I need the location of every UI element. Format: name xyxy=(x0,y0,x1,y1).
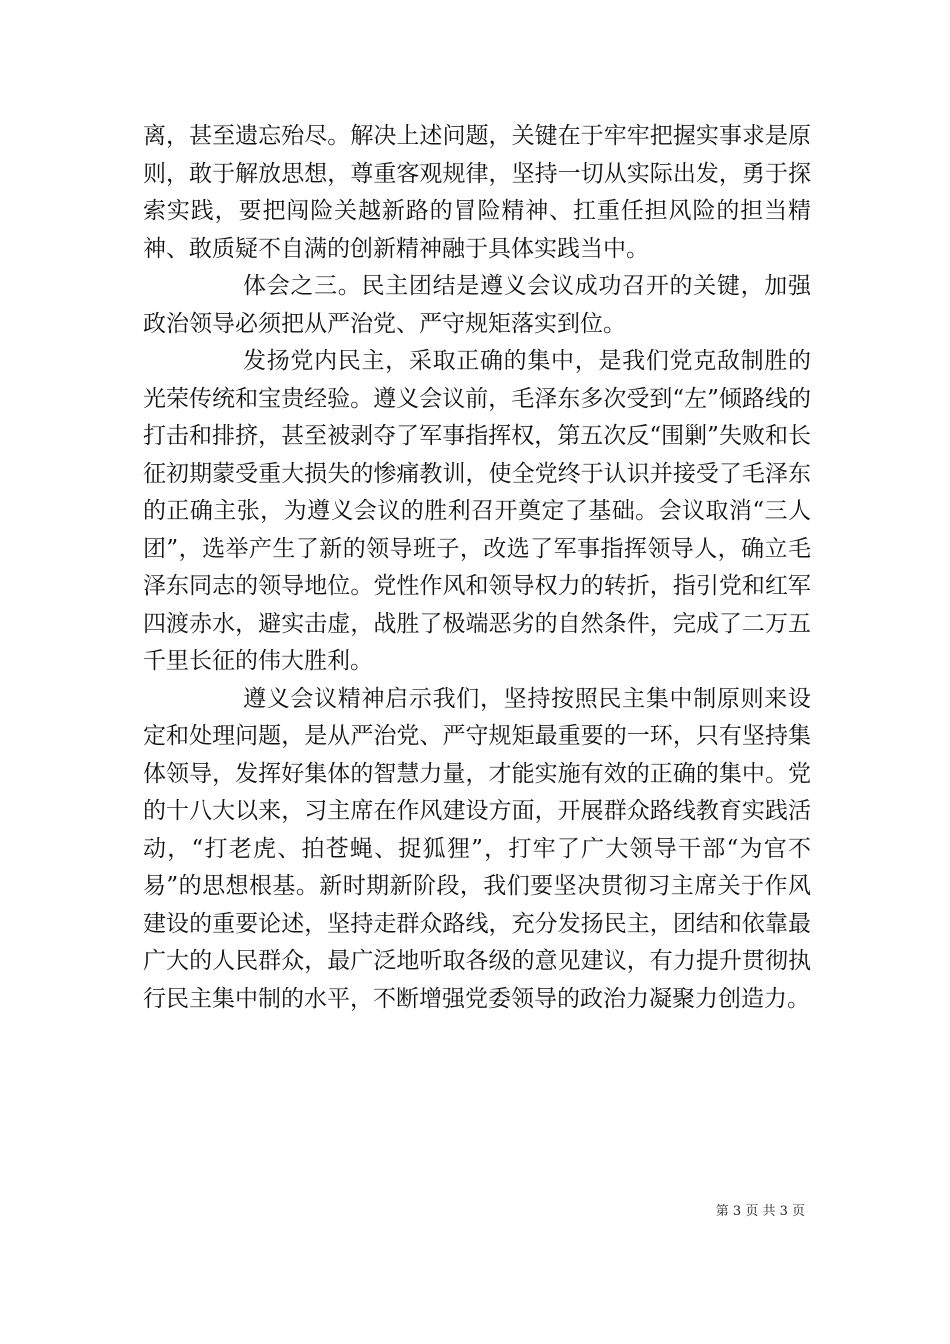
paragraph-insight-three-heading: 体会之三。民主团结是遵义会议成功召开的关键，加强政治领导必须把从严治党、严守规矩落实到位。 xyxy=(143,273,811,337)
page-number-footer: 第 3 页 共 3 页 xyxy=(715,1204,805,1219)
paragraph-continuation: 离，甚至遗忘殆尽。解决上述问题，关键在于牢牢把握实事求是原则，敢于解放思想，尊重客观规律，坚持一切从实际出发，勇于探索实践，要把闯险关越新路的冒险精神、扛重任担风险的担当精神、敢质疑不自满的创新精神融于具体实践当中。 xyxy=(143,123,811,262)
paragraph-zunyi-enlightenment: 遵义会议精神启示我们，坚持按照民主集中制原则来设定和处理问题，是从严治党、严守规矩最重要的一环，只有坚持集体领导，发挥好集体的智慧力量，才能实施有效的正确的集中。党的十八大以来，习主席在作风建设方面，开展群众路线教育实践活动，“打老虎、拍苍蝇、捉狐狸”，打牢了广大领导干部“为官不易”的思想根基。新时期新阶段，我们要坚决贯彻习主席关于作风建设的重要论述，坚持走群众路线，充分发扬民主，团结和依靠最广大的人民群众，最广泛地听取各级的意见建议，有力提升贯彻执行民主集中制的水平，不断增强党委领导的政治力凝聚力创造力。 xyxy=(143,685,811,1012)
document-body xyxy=(143,118,811,1018)
paragraph-party-democracy: 发扬党内民主，采取正确的集中，是我们党克敌制胜的光荣传统和宝贵经验。遵义会议前，毛泽东多次受到“左”倾路线的打击和排挤，甚至被剥夺了军事指挥权，第五次反“围剿”失败和长征初期蒙受重大损失的惨痛教训，使全党终于认识并接受了毛泽东的正确主张，为遵义会议的胜利召开奠定了基础。会议取消“三人团”，选举产生了新的领导班子，改选了军事指挥领导人，确立毛泽东同志的领导地位。党性作风和领导权力的转折，指引党和红军四渡赤水，避实击虚，战胜了极端恶劣的自然条件，完成了二万五千里长征的伟大胜利。 xyxy=(143,348,811,674)
